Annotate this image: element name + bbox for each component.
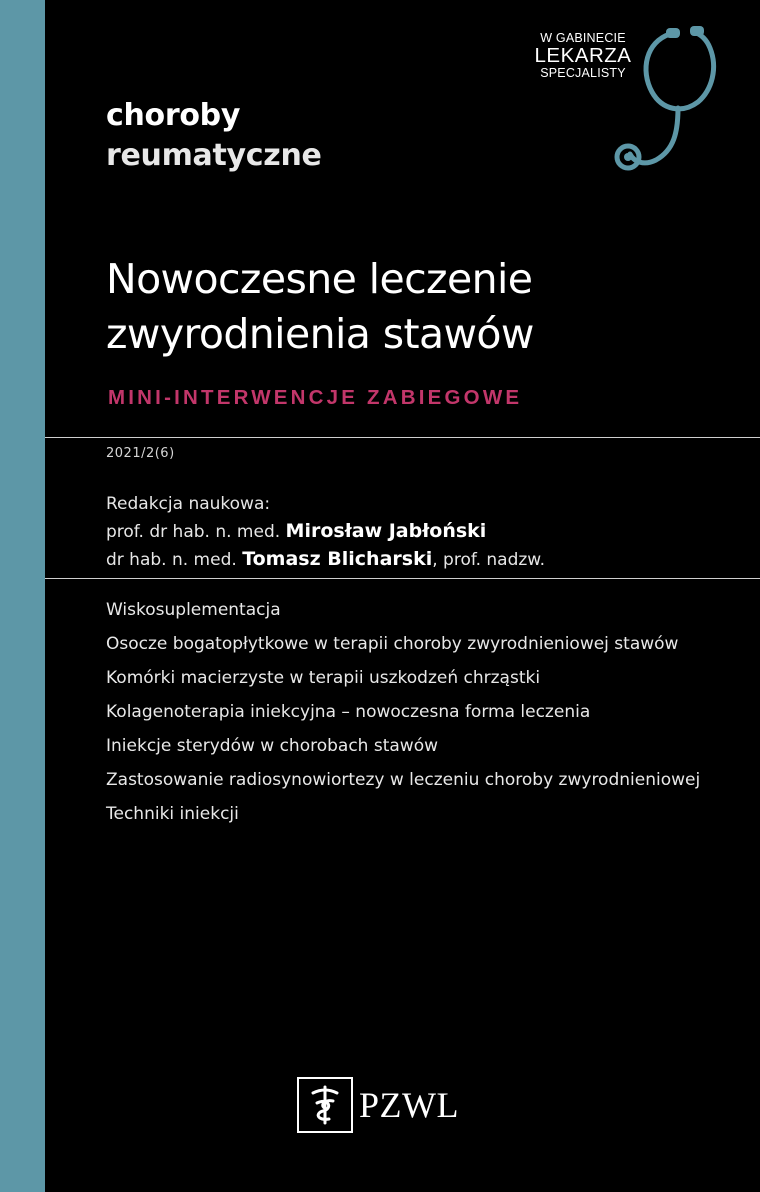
publisher-name: PZWL: [359, 1085, 459, 1125]
editor-1-title: prof. dr hab. n. med.: [106, 522, 286, 542]
editors-block: [106, 491, 545, 574]
toc-item: Wiskosuplementacja: [106, 600, 281, 620]
editor-2-suffix: , prof. nadzw.: [432, 550, 546, 570]
toc-item: Iniekcje sterydów w chorobach stawów: [106, 736, 439, 756]
editor-1: [106, 518, 545, 546]
editor-2-name: Tomasz Blicharski: [242, 548, 433, 570]
toc-item: Zastosowanie radiosynowiortezy w leczeniu choroby zwyrodnieniowej: [106, 770, 701, 790]
title-line-1: Nowoczesne leczenie: [106, 255, 533, 303]
badge-line-3: SPECJALISTY: [540, 66, 626, 80]
toc-item: Komórki macierzyste w terapii uszkodzeń chrząstki: [106, 668, 541, 688]
editor-1-name: Mirosław Jabłoński: [285, 520, 487, 542]
series-title: [106, 96, 322, 176]
toc-item: Kolagenoterapia iniekcyjna – nowoczesna forma leczenia: [106, 702, 591, 722]
divider-bottom: [45, 578, 760, 579]
divider-top: [45, 437, 760, 438]
editors-label: Redakcja naukowa:: [106, 494, 271, 514]
book-subtitle: MINI-INTERWENCJE ZABIEGOWE: [108, 386, 523, 409]
series-line-1: choroby: [106, 98, 241, 133]
book-title: [106, 252, 534, 362]
editor-2-title: dr hab. n. med.: [106, 550, 243, 570]
issue-number: 2021/2(6): [106, 446, 175, 461]
toc-item: Osocze bogatopłytkowe w terapii choroby zwyrodnieniowej stawów: [106, 634, 679, 654]
pzwl-logo-icon: [297, 1077, 353, 1133]
series-line-2: reumatyczne: [106, 138, 322, 173]
toc-item: Techniki iniekcji: [106, 804, 239, 824]
badge-line-2: LEKARZA: [534, 44, 632, 67]
table-of-contents: [106, 598, 706, 836]
collection-badge: [509, 31, 657, 80]
title-line-2: zwyrodnienia stawów: [106, 310, 534, 358]
editor-2: [106, 546, 545, 574]
badge-line-1: W GABINECIE: [540, 31, 626, 45]
side-stripe: [0, 0, 45, 1192]
